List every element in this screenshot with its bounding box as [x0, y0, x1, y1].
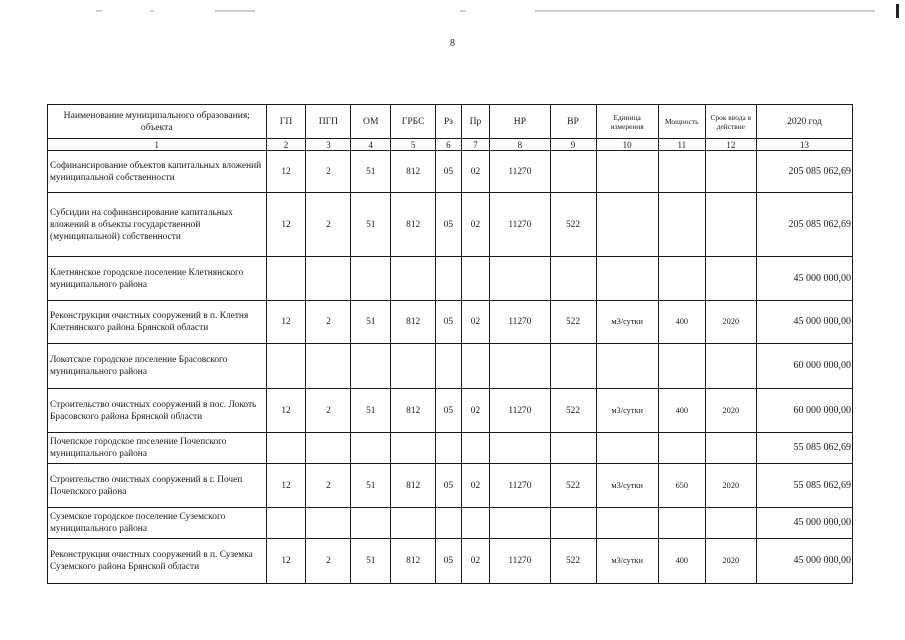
column-number: 9	[550, 139, 596, 151]
header-om: ОМ	[351, 105, 391, 139]
cell-rz: 05	[436, 301, 462, 344]
scan-artifact	[150, 10, 154, 12]
cell-vr: 522	[550, 389, 596, 433]
scan-artifact	[96, 10, 102, 12]
cell-unit	[596, 257, 658, 301]
cell-nr: 11270	[490, 193, 550, 257]
cell-amount: 205 085 062,69	[756, 151, 852, 193]
cell-year	[705, 151, 756, 193]
object-name: Софинансирование объектов капитальных вложений муниципальной собственности	[48, 151, 267, 193]
cell-vr	[550, 151, 596, 193]
header-unit: Единица измерения	[596, 105, 658, 139]
cell-vr: 522	[550, 539, 596, 584]
cell-gp	[266, 344, 306, 389]
object-name: Строительство очистных сооружений в г. Почеп Почепского района	[48, 464, 267, 508]
cell-year: 2020	[705, 539, 756, 584]
cell-amount: 45 000 000,00	[756, 301, 852, 344]
object-name: Суземское городское поселение Суземского муниципального района	[48, 508, 267, 539]
table-row	[48, 151, 853, 193]
header-pgp: ПГП	[306, 105, 351, 139]
cell-amount: 60 000 000,00	[756, 344, 852, 389]
cell-vr	[550, 344, 596, 389]
cell-pr	[461, 257, 490, 301]
table-row	[48, 433, 853, 464]
cell-unit	[596, 193, 658, 257]
cell-year	[705, 257, 756, 301]
header-grbs: ГРБС	[391, 105, 436, 139]
cell-om: 51	[351, 389, 391, 433]
cell-pgp: 2	[306, 301, 351, 344]
cell-pgp: 2	[306, 464, 351, 508]
cell-year: 2020	[705, 389, 756, 433]
object-name: Клетнянское городское поселение Клетнянского муниципального района	[48, 257, 267, 301]
header-power: Мощность	[658, 105, 705, 139]
cell-power: 650	[658, 464, 705, 508]
cell-unit	[596, 344, 658, 389]
column-number: 2	[266, 139, 306, 151]
column-number: 6	[436, 139, 462, 151]
column-number: 11	[658, 139, 705, 151]
cell-amount: 205 085 062,69	[756, 193, 852, 257]
cell-pr: 02	[461, 464, 490, 508]
cell-year	[705, 344, 756, 389]
cell-year: 2020	[705, 301, 756, 344]
object-name: Локотское городское поселение Брасовского муниципального района	[48, 344, 267, 389]
header-year: Срок ввода в действие	[705, 105, 756, 139]
cell-year	[705, 433, 756, 464]
cell-rz: 05	[436, 389, 462, 433]
cell-grbs: 812	[391, 301, 436, 344]
cell-rz: 05	[436, 151, 462, 193]
cell-pr: 02	[461, 301, 490, 344]
column-number: 5	[391, 139, 436, 151]
object-name: Почепское городское поселение Почепского муниципального района	[48, 433, 267, 464]
cell-nr	[490, 344, 550, 389]
cell-nr: 11270	[490, 389, 550, 433]
cell-unit	[596, 151, 658, 193]
cell-vr	[550, 433, 596, 464]
column-number: 3	[306, 139, 351, 151]
cell-vr: 522	[550, 193, 596, 257]
cell-grbs: 812	[391, 389, 436, 433]
table-row	[48, 257, 853, 301]
cell-om: 51	[351, 539, 391, 584]
cell-nr: 11270	[490, 464, 550, 508]
cell-gp: 12	[266, 539, 306, 584]
cell-pr	[461, 433, 490, 464]
cell-rz: 05	[436, 539, 462, 584]
cell-unit: м3/сутки	[596, 464, 658, 508]
column-number: 10	[596, 139, 658, 151]
cell-pr: 02	[461, 193, 490, 257]
cell-amount: 45 000 000,00	[756, 539, 852, 584]
table-header-row	[48, 105, 853, 139]
cell-amount: 60 000 000,00	[756, 389, 852, 433]
table-row	[48, 464, 853, 508]
cell-grbs: 812	[391, 539, 436, 584]
object-name: Субсидии на софинансирование капитальных вложений в объекты государственной (муниципальной) собственности	[48, 193, 267, 257]
cell-pgp: 2	[306, 193, 351, 257]
column-number-row	[48, 139, 853, 151]
cell-year: 2020	[705, 464, 756, 508]
cell-nr	[490, 433, 550, 464]
cell-amount: 55 085 062,69	[756, 433, 852, 464]
cell-year	[705, 508, 756, 539]
cell-pr	[461, 344, 490, 389]
cell-grbs: 812	[391, 193, 436, 257]
cell-pgp: 2	[306, 151, 351, 193]
cell-unit: м3/сутки	[596, 539, 658, 584]
cell-rz: 05	[436, 193, 462, 257]
cell-power: 400	[658, 301, 705, 344]
cell-unit	[596, 433, 658, 464]
cell-gp: 12	[266, 193, 306, 257]
cell-nr: 11270	[490, 301, 550, 344]
scan-artifact	[535, 10, 875, 12]
cell-amount: 55 085 062,69	[756, 464, 852, 508]
cell-pgp: 2	[306, 539, 351, 584]
column-number: 8	[490, 139, 550, 151]
cell-power: 400	[658, 389, 705, 433]
budget-table	[47, 104, 853, 584]
column-number: 13	[756, 139, 852, 151]
cell-amount: 45 000 000,00	[756, 508, 852, 539]
table-row	[48, 344, 853, 389]
cell-pgp	[306, 344, 351, 389]
table-row	[48, 301, 853, 344]
cell-nr: 11270	[490, 151, 550, 193]
scan-artifact	[460, 10, 466, 12]
page-number: 8	[450, 38, 455, 49]
cell-om	[351, 257, 391, 301]
cell-power	[658, 508, 705, 539]
column-number: 1	[48, 139, 267, 151]
column-number: 4	[351, 139, 391, 151]
cell-pgp	[306, 257, 351, 301]
cell-vr: 522	[550, 301, 596, 344]
header-amount: 2020 год	[756, 105, 852, 139]
cell-vr	[550, 508, 596, 539]
cell-power	[658, 193, 705, 257]
cell-gp	[266, 508, 306, 539]
cell-om: 51	[351, 151, 391, 193]
column-number: 12	[705, 139, 756, 151]
table-row	[48, 539, 853, 584]
cell-pr: 02	[461, 151, 490, 193]
cell-grbs	[391, 257, 436, 301]
cell-vr: 522	[550, 464, 596, 508]
column-number: 7	[461, 139, 490, 151]
cell-pgp	[306, 433, 351, 464]
object-name: Строительство очистных сооружений в пос. Локоть Брасовского района Брянской области	[48, 389, 267, 433]
cell-pr	[461, 508, 490, 539]
cell-power	[658, 257, 705, 301]
cell-pgp	[306, 508, 351, 539]
cell-unit: м3/сутки	[596, 389, 658, 433]
cell-rz	[436, 344, 462, 389]
cell-power	[658, 344, 705, 389]
object-name: Реконструкция очистных сооружений в п. Клетня Клетнянского района Брянской области	[48, 301, 267, 344]
header-nr: НР	[490, 105, 550, 139]
cell-grbs	[391, 508, 436, 539]
cell-power	[658, 433, 705, 464]
cell-nr	[490, 508, 550, 539]
cell-vr	[550, 257, 596, 301]
cell-gp	[266, 257, 306, 301]
cell-year	[705, 193, 756, 257]
cell-grbs: 812	[391, 464, 436, 508]
cell-unit	[596, 508, 658, 539]
cell-pr: 02	[461, 389, 490, 433]
cell-rz	[436, 508, 462, 539]
cell-rz	[436, 257, 462, 301]
cell-pr: 02	[461, 539, 490, 584]
table-row	[48, 389, 853, 433]
cell-om: 51	[351, 464, 391, 508]
cell-gp: 12	[266, 389, 306, 433]
scan-artifact	[215, 10, 255, 12]
cell-power: 400	[658, 539, 705, 584]
cell-unit: м3/сутки	[596, 301, 658, 344]
cell-pgp: 2	[306, 389, 351, 433]
header-rz: Рз	[436, 105, 462, 139]
cell-om	[351, 433, 391, 464]
cell-gp: 12	[266, 151, 306, 193]
cell-gp: 12	[266, 301, 306, 344]
cell-gp: 12	[266, 464, 306, 508]
cell-amount: 45 000 000,00	[756, 257, 852, 301]
cell-power	[658, 151, 705, 193]
cell-nr	[490, 257, 550, 301]
scan-artifact	[896, 4, 899, 18]
cell-rz	[436, 433, 462, 464]
cell-nr: 11270	[490, 539, 550, 584]
object-name: Реконструкция очистных сооружений в п. Суземка Суземского района Брянской области	[48, 539, 267, 584]
cell-gp	[266, 433, 306, 464]
cell-om: 51	[351, 193, 391, 257]
cell-om: 51	[351, 301, 391, 344]
cell-om	[351, 344, 391, 389]
cell-grbs	[391, 344, 436, 389]
header-name: Наименование муниципального образования; объекта	[48, 105, 267, 139]
cell-grbs	[391, 433, 436, 464]
cell-om	[351, 508, 391, 539]
cell-rz: 05	[436, 464, 462, 508]
header-pr: Пр	[461, 105, 490, 139]
table-row	[48, 193, 853, 257]
header-gp: ГП	[266, 105, 306, 139]
table-row	[48, 508, 853, 539]
header-vr: ВР	[550, 105, 596, 139]
cell-grbs: 812	[391, 151, 436, 193]
